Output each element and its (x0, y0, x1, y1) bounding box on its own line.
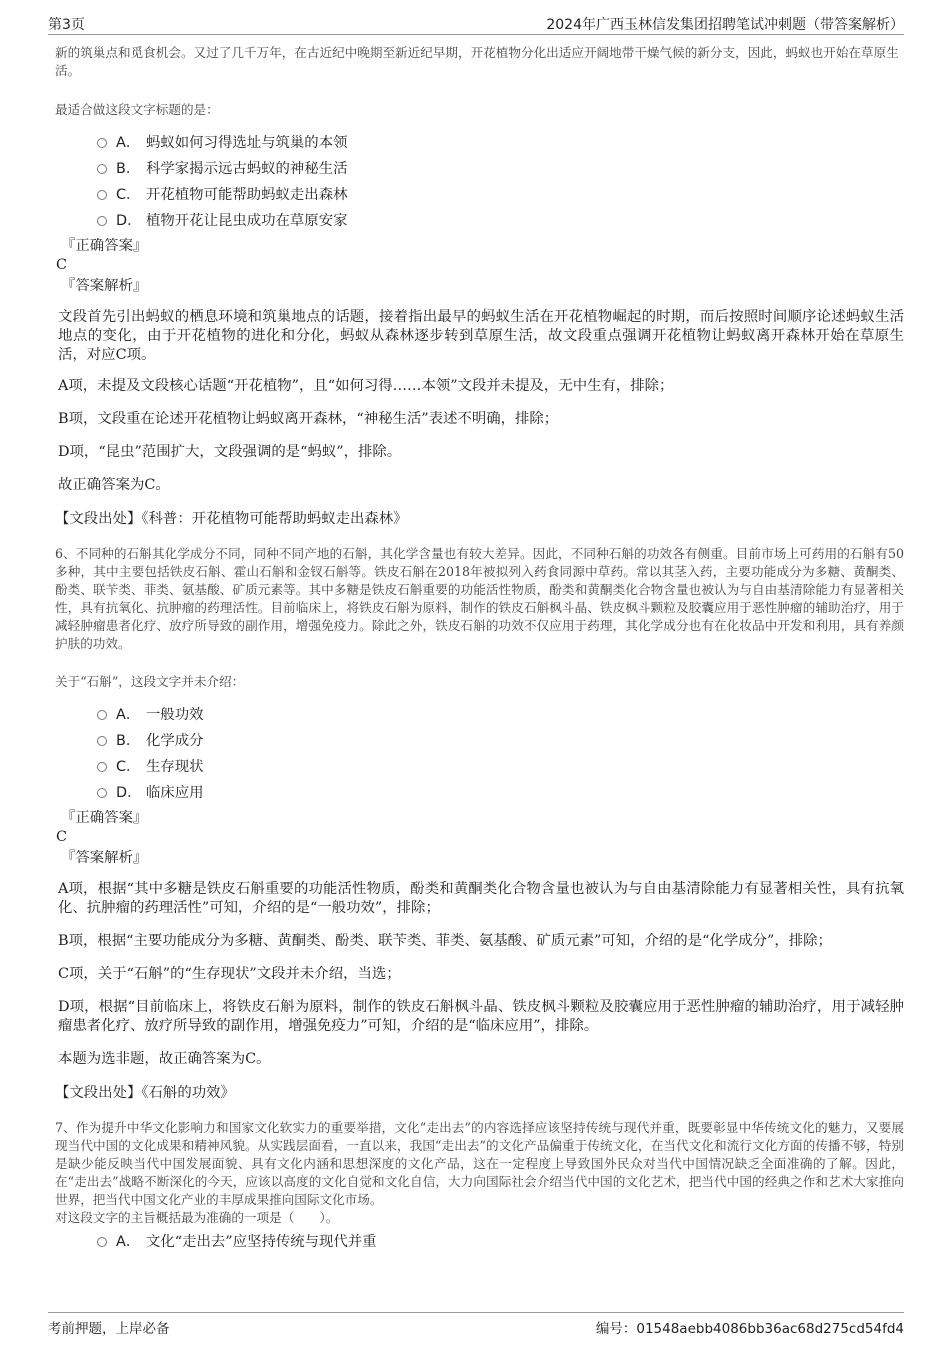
q6-conclusion: 本题为选非题，故正确答案为C。 (58, 1051, 271, 1067)
q6-passage: 6、不同种的石斛其化学成分不同，同种不同产地的石斛，其化学含量也有较大差异。因此，不同种石斛的功效各有侧重。目前市场上可药用的石斛有50多种，其中主要包括铁皮石斛、霍山石斛和金钗石斛等。铁皮石斛在2018年被拟列入药食同源中草药。常以其茎入药，主要功能成分为多糖、黄酮类、酚类、联苄类、菲类、氨基酸、矿质元素等。其中多糖是铁皮石斛重要的功能活性物质，酚类和黄酮类化合物含量也被认为与自由基清除能力有显著相关性，具有抗氧化、抗肿瘤的药理活性。目前临床上，将铁皮石斛为原料，制作的铁皮石斛枫斗晶、铁皮枫斗颗粒及胶囊应用于恶性肿瘤的辅助治疗，用于减轻肿瘤患者化疗、放疗所导致的副作用，增强免疫力。除此之外，铁皮石斛的功效不仅应用于药理，其化学成分也有在化妆品中开发和利用，具有养颜护肤的功效。 (55, 546, 904, 651)
q6-option-a[interactable]: A． 一般功效 (97, 702, 904, 728)
q6-analysis-label: 『答案解析』 (61, 850, 148, 866)
q5-answer: C (56, 257, 68, 273)
q7-prompt: 对这段文字的主旨概括最为准确的一项是（ ）。 (55, 1210, 339, 1225)
q7-passage: 7、作为提升中华文化影响力和国家文化软实力的重要举措，文化“走出去”的内容选择应该坚持传统与现代并重，既要彰显中华传统文化的魅力，又要展现当代中国的文化成果和精神风貌。从实践层面看，一直以来，我国“走出去”的文化产品偏重于传统文化，在当代文化和流行文化方面的传播不够，特别是缺少能反映当代中国发展面貌、具有文化内涵和思想深度的文化产品，这在一定程度上导致国外民众对当代中国情况缺乏全面准确的了解。因此，在“走出去”战略不断深化的今天，应该以高度的文化自觉和文化自信，大力向国际社会介绍当代中国的文化艺术，把当代中国的经典之作和艺术大家推向世界，把当代中国文化产业的丰厚成果推向国际文化市场。 (55, 1120, 904, 1207)
q5-conclusion: 故正确答案为C。 (58, 477, 170, 493)
q6-option-b[interactable]: B． 化学成分 (97, 728, 904, 754)
q5-option-c[interactable]: C． 开花植物可能帮助蚂蚁走出森林 (97, 182, 904, 208)
radio-icon[interactable] (97, 736, 107, 746)
q7-options (97, 1229, 904, 1255)
radio-icon[interactable] (97, 216, 107, 226)
radio-icon[interactable] (97, 788, 107, 798)
q6-answer-label: 『正确答案』 (61, 810, 148, 826)
page-footer (48, 1312, 904, 1337)
q6-option-c[interactable]: C． 生存现状 (97, 754, 904, 780)
radio-icon[interactable] (97, 710, 107, 720)
q6-answer: C (56, 829, 68, 845)
q6-analysis-b: B项，根据“主要功能成分为多糖、黄酮类、酚类、联苄类、菲类、氨基酸、矿质元素”可知，介绍的是“化学成分”，排除； (58, 933, 832, 949)
q7-option-a[interactable]: A． 文化“走出去”应坚持传统与现代并重 (97, 1229, 904, 1255)
q5-answer-label: 『正确答案』 (61, 238, 148, 254)
q6-analysis-d: D项，根据“目前临床上，将铁皮石斛为原料，制作的铁皮石斛枫斗晶、铁皮枫斗颗粒及胶囊应用于恶性肿瘤的辅助治疗，用于减轻肿瘤患者化疗、放疗所导致的副作用，增强免疫力”可知，介绍的是“临床应用”，排除。 (58, 999, 904, 1034)
q5-source: 【文段出处】《科普：开花植物可能帮助蚂蚁走出森林》 (55, 511, 408, 527)
q5-prompt: 最适合做这段文字标题的是： (55, 102, 219, 117)
q6-option-d[interactable]: D． 临床应用 (97, 780, 904, 806)
radio-icon[interactable] (97, 138, 107, 148)
q6-analysis-a: A项，根据“其中多糖是铁皮石斛重要的功能活性物质，酚类和黄酮类化合物含量也被认为与自由基清除能力有显著相关性，具有抗氧化、抗肿瘤的药理活性”可知，介绍的是“一般功效”，排除； (58, 881, 904, 916)
footer-slogan: 考前押题，上岸必备 (48, 1321, 170, 1337)
q5-passage-tail: 新的筑巢点和觅食机会。又过了几千万年，在古近纪中晚期至新近纪早期，开花植物分化出适应开阔地带干燥气候的新分支，因此，蚂蚁也开始在草原生活。 (55, 45, 899, 78)
q6-source: 【文段出处】《石斛的功效》 (55, 1085, 235, 1101)
q5-analysis-b: B项，文段重在论述开花植物让蚂蚁离开森林，“神秘生活”表述不明确，排除； (58, 411, 559, 427)
page-content (55, 44, 904, 1255)
q5-options (97, 130, 904, 234)
document-code: 编号：01548aebb4086bb36ac68d275cd54fd4 (595, 1321, 904, 1337)
q5-analysis-main: 文段首先引出蚂蚁的栖息环境和筑巢地点的话题，接着指出最早的蚂蚁生活在开花植物崛起的时期，而后按照时间顺序论述蚂蚁生活地点的变化，由于开花植物的进化和分化，蚂蚁从森林逐步转到草原生活，故文段重点强调开花植物让蚂蚁离开森林开始在草原生活，对应C项。 (58, 309, 904, 363)
radio-icon[interactable] (97, 164, 107, 174)
document-title: 2024年广西玉林信发集团招聘笔试冲刺题（带答案解析） (546, 17, 904, 33)
radio-icon[interactable] (97, 762, 107, 772)
q5-option-d[interactable]: D． 植物开花让昆虫成功在草原安家 (97, 208, 904, 234)
q5-analysis-a: A项，未提及文段核心话题“开花植物”，且“如何习得……本领”文段并未提及，无中生有，排除； (58, 378, 674, 394)
q6-options (97, 702, 904, 806)
radio-icon[interactable] (97, 190, 107, 200)
q6-prompt: 关于“石斛”，这段文字并未介绍： (55, 674, 245, 689)
page-number: 第3页 (48, 17, 85, 33)
q5-option-b[interactable]: B． 科学家揭示远古蚂蚁的神秘生活 (97, 156, 904, 182)
q5-analysis-d: D项，“昆虫”范围扩大，文段强调的是“蚂蚁”，排除。 (58, 444, 402, 460)
radio-icon[interactable] (97, 1237, 107, 1247)
q5-option-a[interactable]: A． 蚂蚁如何习得选址与筑巢的本领 (97, 130, 904, 156)
q5-analysis-label: 『答案解析』 (61, 278, 148, 294)
q6-analysis-c: C项，关于“石斛”的“生存现状”文段并未介绍，当选； (58, 966, 401, 982)
page-header (48, 10, 904, 35)
